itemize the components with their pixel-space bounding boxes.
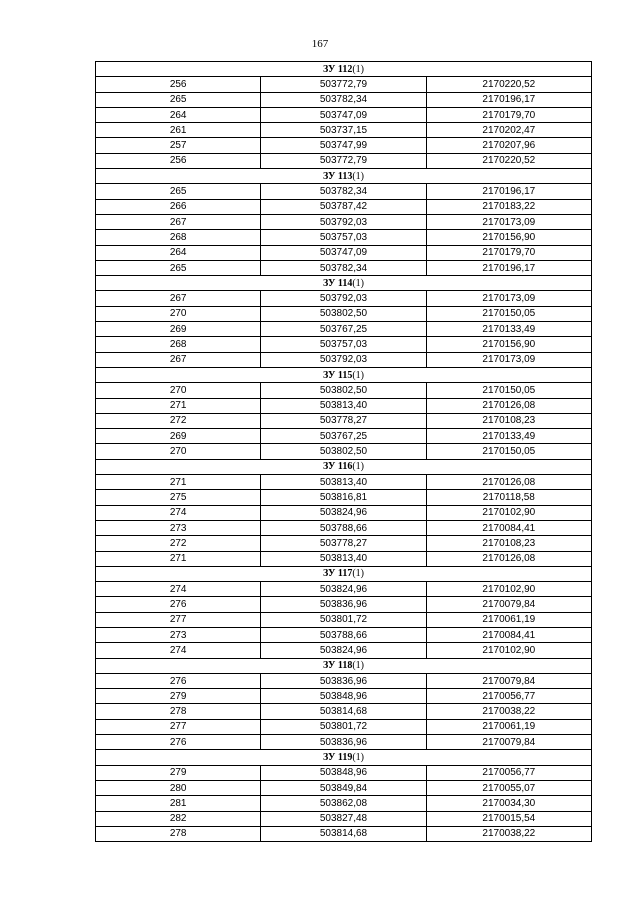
- point-number-cell: 278: [96, 704, 261, 719]
- y-coordinate-cell: 2170061,19: [426, 612, 591, 627]
- point-number-cell: 261: [96, 123, 261, 138]
- x-coordinate-cell: 503747,09: [261, 107, 426, 122]
- y-coordinate-cell: 2170079,84: [426, 673, 591, 688]
- x-coordinate-cell: 503827,48: [261, 811, 426, 826]
- section-title-suffix: (1): [352, 170, 364, 182]
- table-row: [96, 92, 592, 107]
- y-coordinate-cell: 2170102,90: [426, 505, 591, 520]
- point-number-cell: 271: [96, 475, 261, 490]
- table-row: [96, 260, 592, 275]
- table-row: [96, 138, 592, 153]
- point-number-cell: 265: [96, 184, 261, 199]
- point-number-cell: 276: [96, 735, 261, 750]
- y-coordinate-cell: 2170015,54: [426, 811, 591, 826]
- table-row: [96, 627, 592, 642]
- x-coordinate-cell: 503813,40: [261, 475, 426, 490]
- point-number-cell: 269: [96, 322, 261, 337]
- table-row: [96, 230, 592, 245]
- table-row: [96, 475, 592, 490]
- y-coordinate-cell: 2170196,17: [426, 260, 591, 275]
- point-number-cell: 279: [96, 689, 261, 704]
- section-title: [96, 566, 592, 581]
- point-number-cell: 264: [96, 107, 261, 122]
- y-coordinate-cell: 2170150,05: [426, 444, 591, 459]
- point-number-cell: 271: [96, 551, 261, 566]
- point-number-cell: 272: [96, 536, 261, 551]
- section-title: [96, 367, 592, 382]
- table-row: [96, 199, 592, 214]
- y-coordinate-cell: 2170118,58: [426, 490, 591, 505]
- section-title-text: ЗУ 118: [323, 660, 353, 672]
- x-coordinate-cell: 503782,34: [261, 260, 426, 275]
- x-coordinate-cell: 503824,96: [261, 505, 426, 520]
- point-number-cell: 280: [96, 780, 261, 795]
- x-coordinate-cell: 503782,34: [261, 92, 426, 107]
- y-coordinate-cell: 2170156,90: [426, 230, 591, 245]
- y-coordinate-cell: 2170102,90: [426, 582, 591, 597]
- y-coordinate-cell: 2170173,09: [426, 291, 591, 306]
- x-coordinate-cell: 503814,68: [261, 826, 426, 841]
- section-title-text: ЗУ 116: [323, 461, 353, 473]
- y-coordinate-cell: 2170126,08: [426, 475, 591, 490]
- x-coordinate-cell: 503772,79: [261, 153, 426, 168]
- y-coordinate-cell: 2170156,90: [426, 337, 591, 352]
- section-header-row: [96, 169, 592, 184]
- table-row: [96, 735, 592, 750]
- point-number-cell: 272: [96, 413, 261, 428]
- section-title-text: ЗУ 113: [323, 170, 353, 182]
- table-row: [96, 811, 592, 826]
- x-coordinate-cell: 503747,99: [261, 138, 426, 153]
- section-header-row: [96, 276, 592, 291]
- table-row: [96, 123, 592, 138]
- section-title-text: ЗУ 112: [323, 63, 353, 75]
- section-title-text: ЗУ 117: [323, 568, 353, 580]
- y-coordinate-cell: 2170056,77: [426, 689, 591, 704]
- x-coordinate-cell: 503792,03: [261, 352, 426, 367]
- coordinates-table: [95, 61, 592, 842]
- point-number-cell: 279: [96, 765, 261, 780]
- x-coordinate-cell: 503767,25: [261, 322, 426, 337]
- y-coordinate-cell: 2170084,41: [426, 520, 591, 535]
- x-coordinate-cell: 503737,15: [261, 123, 426, 138]
- y-coordinate-cell: 2170126,08: [426, 551, 591, 566]
- x-coordinate-cell: 503767,25: [261, 429, 426, 444]
- section-title-suffix: (1): [352, 277, 364, 289]
- x-coordinate-cell: 503824,96: [261, 582, 426, 597]
- x-coordinate-cell: 503802,50: [261, 306, 426, 321]
- x-coordinate-cell: 503788,66: [261, 627, 426, 642]
- point-number-cell: 275: [96, 490, 261, 505]
- point-number-cell: 274: [96, 643, 261, 658]
- point-number-cell: 278: [96, 826, 261, 841]
- y-coordinate-cell: 2170179,70: [426, 107, 591, 122]
- y-coordinate-cell: 2170038,22: [426, 704, 591, 719]
- section-header-row: [96, 459, 592, 474]
- table-row: [96, 153, 592, 168]
- table-row: [96, 444, 592, 459]
- x-coordinate-cell: 503862,08: [261, 796, 426, 811]
- section-header-row: [96, 62, 592, 77]
- section-title: [96, 276, 592, 291]
- point-number-cell: 271: [96, 398, 261, 413]
- section-title-suffix: (1): [352, 660, 364, 672]
- y-coordinate-cell: 2170056,77: [426, 765, 591, 780]
- table-row: [96, 291, 592, 306]
- table-row: [96, 780, 592, 795]
- point-number-cell: 276: [96, 597, 261, 612]
- x-coordinate-cell: 503788,66: [261, 520, 426, 535]
- y-coordinate-cell: 2170102,90: [426, 643, 591, 658]
- y-coordinate-cell: 2170150,05: [426, 306, 591, 321]
- x-coordinate-cell: 503816,81: [261, 490, 426, 505]
- table-row: [96, 429, 592, 444]
- point-number-cell: 256: [96, 153, 261, 168]
- x-coordinate-cell: 503801,72: [261, 719, 426, 734]
- table-row: [96, 582, 592, 597]
- section-title-text: ЗУ 115: [323, 369, 353, 381]
- point-number-cell: 274: [96, 582, 261, 597]
- table-row: [96, 413, 592, 428]
- x-coordinate-cell: 503801,72: [261, 612, 426, 627]
- table-row: [96, 551, 592, 566]
- section-header-row: [96, 367, 592, 382]
- section-title-text: ЗУ 114: [323, 277, 353, 289]
- section-title: [96, 459, 592, 474]
- page-number: 167: [311, 38, 329, 50]
- x-coordinate-cell: 503836,96: [261, 673, 426, 688]
- point-number-cell: 268: [96, 230, 261, 245]
- point-number-cell: 274: [96, 505, 261, 520]
- table-row: [96, 337, 592, 352]
- y-coordinate-cell: 2170173,09: [426, 214, 591, 229]
- table-row: [96, 490, 592, 505]
- point-number-cell: 267: [96, 291, 261, 306]
- y-coordinate-cell: 2170196,17: [426, 184, 591, 199]
- x-coordinate-cell: 503802,50: [261, 383, 426, 398]
- table-row: [96, 77, 592, 92]
- y-coordinate-cell: 2170108,23: [426, 536, 591, 551]
- x-coordinate-cell: 503757,03: [261, 230, 426, 245]
- point-number-cell: 276: [96, 673, 261, 688]
- section-header-row: [96, 658, 592, 673]
- y-coordinate-cell: 2170183,22: [426, 199, 591, 214]
- x-coordinate-cell: 503824,96: [261, 643, 426, 658]
- y-coordinate-cell: 2170079,84: [426, 597, 591, 612]
- point-number-cell: 265: [96, 260, 261, 275]
- section-header-row: [96, 750, 592, 765]
- x-coordinate-cell: 503757,03: [261, 337, 426, 352]
- x-coordinate-cell: 503792,03: [261, 214, 426, 229]
- x-coordinate-cell: 503792,03: [261, 291, 426, 306]
- y-coordinate-cell: 2170079,84: [426, 735, 591, 750]
- table-row: [96, 826, 592, 841]
- section-title: [96, 169, 592, 184]
- y-coordinate-cell: 2170133,49: [426, 429, 591, 444]
- point-number-cell: 269: [96, 429, 261, 444]
- y-coordinate-cell: 2170055,07: [426, 780, 591, 795]
- x-coordinate-cell: 503814,68: [261, 704, 426, 719]
- point-number-cell: 266: [96, 199, 261, 214]
- table-row: [96, 184, 592, 199]
- y-coordinate-cell: 2170126,08: [426, 398, 591, 413]
- table-row: [96, 612, 592, 627]
- point-number-cell: 270: [96, 306, 261, 321]
- point-number-cell: 273: [96, 520, 261, 535]
- x-coordinate-cell: 503778,27: [261, 536, 426, 551]
- x-coordinate-cell: 503836,96: [261, 735, 426, 750]
- y-coordinate-cell: 2170202,47: [426, 123, 591, 138]
- section-title-suffix: (1): [352, 369, 364, 381]
- y-coordinate-cell: 2170220,52: [426, 77, 591, 92]
- x-coordinate-cell: 503802,50: [261, 444, 426, 459]
- point-number-cell: 277: [96, 719, 261, 734]
- table-row: [96, 520, 592, 535]
- section-title: [96, 750, 592, 765]
- x-coordinate-cell: 503848,96: [261, 689, 426, 704]
- y-coordinate-cell: 2170038,22: [426, 826, 591, 841]
- y-coordinate-cell: 2170034,30: [426, 796, 591, 811]
- table-row: [96, 505, 592, 520]
- x-coordinate-cell: 503836,96: [261, 597, 426, 612]
- point-number-cell: 270: [96, 444, 261, 459]
- y-coordinate-cell: 2170133,49: [426, 322, 591, 337]
- table-row: [96, 352, 592, 367]
- table-row: [96, 398, 592, 413]
- point-number-cell: 264: [96, 245, 261, 260]
- section-title-suffix: (1): [352, 461, 364, 473]
- section-header-row: [96, 566, 592, 581]
- table-row: [96, 673, 592, 688]
- table-row: [96, 765, 592, 780]
- table-row: [96, 536, 592, 551]
- table-row: [96, 704, 592, 719]
- y-coordinate-cell: 2170150,05: [426, 383, 591, 398]
- table-row: [96, 719, 592, 734]
- table-row: [96, 383, 592, 398]
- y-coordinate-cell: 2170196,17: [426, 92, 591, 107]
- point-number-cell: 282: [96, 811, 261, 826]
- point-number-cell: 256: [96, 77, 261, 92]
- point-number-cell: 270: [96, 383, 261, 398]
- table-row: [96, 796, 592, 811]
- section-title-text: ЗУ 119: [323, 752, 353, 763]
- y-coordinate-cell: 2170179,70: [426, 245, 591, 260]
- table-row: [96, 107, 592, 122]
- x-coordinate-cell: 503813,40: [261, 398, 426, 413]
- x-coordinate-cell: 503848,96: [261, 765, 426, 780]
- point-number-cell: 268: [96, 337, 261, 352]
- y-coordinate-cell: 2170108,23: [426, 413, 591, 428]
- y-coordinate-cell: 2170061,19: [426, 719, 591, 734]
- table-row: [96, 306, 592, 321]
- table-row: [96, 643, 592, 658]
- section-title: [96, 62, 592, 77]
- point-number-cell: 265: [96, 92, 261, 107]
- point-number-cell: 273: [96, 627, 261, 642]
- section-title-suffix: (1): [352, 568, 364, 580]
- y-coordinate-cell: 2170173,09: [426, 352, 591, 367]
- point-number-cell: 281: [96, 796, 261, 811]
- coordinates-table-body: [96, 62, 592, 842]
- y-coordinate-cell: 2170220,52: [426, 153, 591, 168]
- x-coordinate-cell: 503772,79: [261, 77, 426, 92]
- point-number-cell: 277: [96, 612, 261, 627]
- point-number-cell: 257: [96, 138, 261, 153]
- point-number-cell: 267: [96, 214, 261, 229]
- x-coordinate-cell: 503782,34: [261, 184, 426, 199]
- section-title-suffix: (1): [352, 752, 364, 763]
- x-coordinate-cell: 503849,84: [261, 780, 426, 795]
- table-row: [96, 597, 592, 612]
- section-title: [96, 658, 592, 673]
- table-row: [96, 322, 592, 337]
- point-number-cell: 267: [96, 352, 261, 367]
- table-row: [96, 214, 592, 229]
- table-row: [96, 689, 592, 704]
- x-coordinate-cell: 503787,42: [261, 199, 426, 214]
- x-coordinate-cell: 503747,09: [261, 245, 426, 260]
- y-coordinate-cell: 2170084,41: [426, 627, 591, 642]
- x-coordinate-cell: 503813,40: [261, 551, 426, 566]
- table-row: [96, 245, 592, 260]
- section-title-suffix: (1): [352, 63, 364, 75]
- y-coordinate-cell: 2170207,96: [426, 138, 591, 153]
- x-coordinate-cell: 503778,27: [261, 413, 426, 428]
